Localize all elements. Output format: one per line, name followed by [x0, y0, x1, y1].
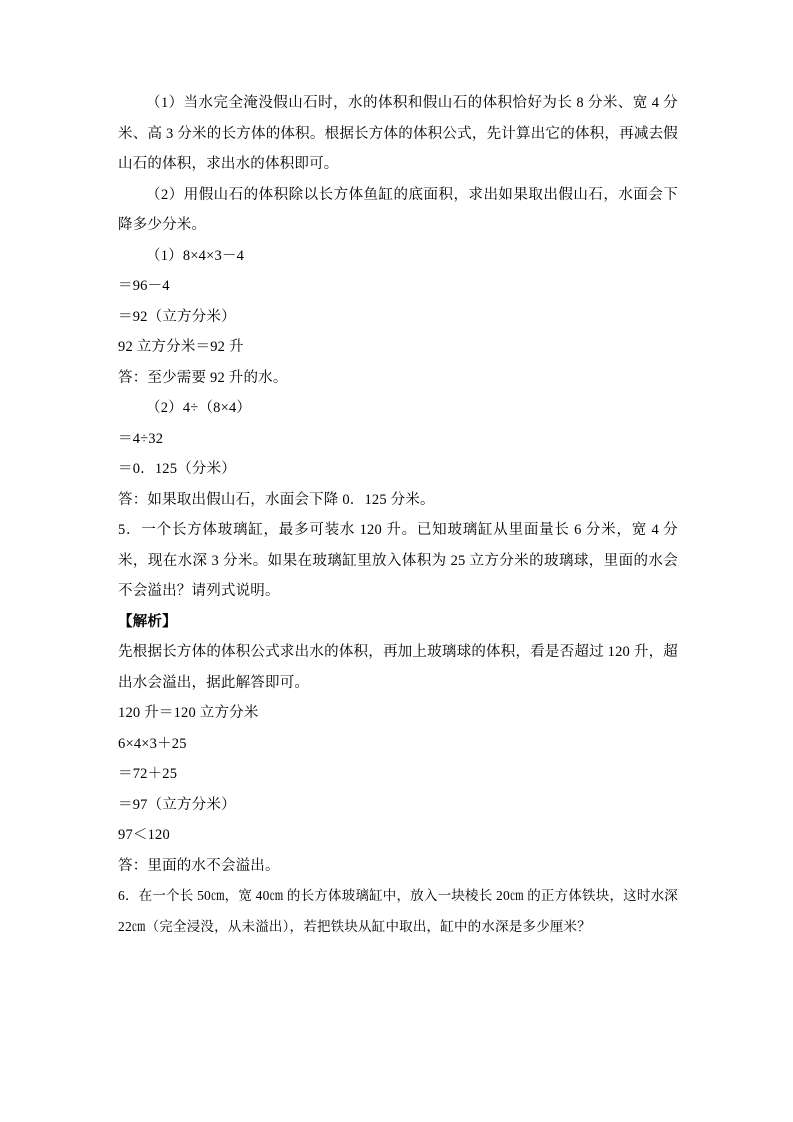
question-5-statement: 5．一个长方体玻璃缸，最多可装水 120 升。已知玻璃缸从里面量长 6 分米，宽 4 分米，现在水深 3 分米。如果在玻璃缸里放入体积为 25 立方分米的玻璃球，里面的水会不会溢出？请列式说明。 [118, 522, 679, 599]
paragraph-solution-hint-1: （1）当水完全淹没假山石时，水的体积和假山石的体积恰好为长 8 分米、宽 4 分米、高 3 分米的长方体的体积。根据长方体的体积公式，先计算出它的体积，再减去假山石的体积，求出水的体积即可。 [118, 95, 678, 172]
equation-line-9: ＝97（立方分米） [118, 796, 236, 813]
answer-line-1: 答：至少需要 92 升的水。 [118, 369, 288, 386]
equation-line-5: ＝4÷32 [118, 430, 164, 447]
unit-conversion-line: 92 立方分米＝92 升 [118, 339, 244, 355]
equation-line-8: ＝72＋25 [118, 766, 178, 782]
equation-line-7: 6×4×3＋25 [118, 735, 187, 752]
conversion-line-120: 120 升＝120 立方分米 [118, 705, 259, 721]
answer-line-2: 答：如果取出假山石，水面会下降 0．125 分米。 [118, 491, 435, 508]
question-6-statement: 6．在一个长 50㎝，宽 40㎝ 的长方体玻璃缸中，放入一块棱长 20㎝ 的正方体铁块，这时水深 22㎝（完全浸没，从未溢出），若把铁块从缸中取出，缸中的水深是多少厘米？ [118, 888, 678, 934]
answer-line-3: 答：里面的水不会溢出。 [118, 857, 280, 874]
analysis-text: 先根据长方体的体积公式求出水的体积，再加上玻璃球的体积，看是否超过 120 升，超出水会溢出，据此解答即可。 [118, 644, 678, 691]
analysis-heading: 【解析】 [118, 613, 177, 630]
equation-line-1: （1）8×4×3－4 [146, 247, 245, 264]
equation-line-6: ＝0．125（分米） [118, 461, 236, 477]
document-body [118, 88, 678, 942]
equation-line-3: ＝92（立方分米） [118, 308, 236, 325]
equation-line-2: ＝96－4 [118, 278, 170, 294]
equation-line-4: （2）4÷（8×4） [146, 400, 252, 416]
paragraph-solution-hint-2: （2）用假山石的体积除以长方体鱼缸的底面积，求出如果取出假山石，水面会下降多少分米。 [118, 186, 678, 233]
comparison-line: 97＜120 [118, 827, 170, 843]
